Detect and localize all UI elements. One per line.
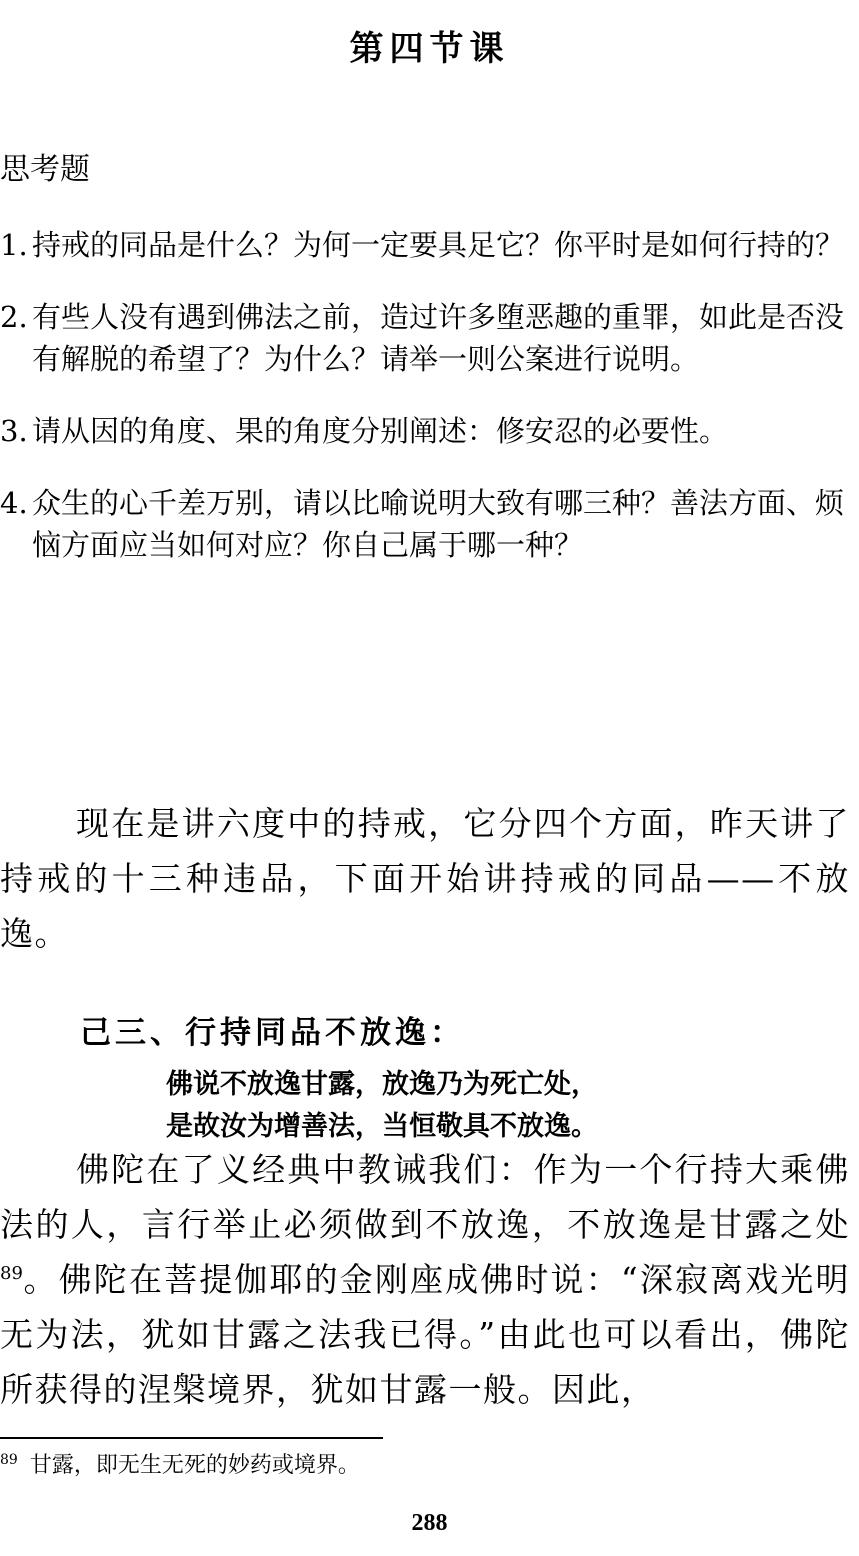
- question-text: 众生的心千差万别，请以比喻说明大致有哪三种？善法方面、烦恼方面应当如何对应？你自己属于哪一种？: [32, 486, 845, 562]
- question-number: 4.: [0, 486, 28, 520]
- page-title: 第四节课: [349, 29, 510, 69]
- footnote-text: 甘露，即无生无死的妙药或境界。: [29, 1453, 360, 1478]
- footnote-reference: 89: [0, 1263, 23, 1284]
- question-item: [0, 482, 850, 566]
- footnote-divider: [0, 1437, 383, 1439]
- section-heading: 己三、行持同品不放逸：: [80, 1015, 465, 1051]
- verse-line: 佛说不放逸甘露，放逸乃为死亡处，: [166, 1069, 598, 1100]
- question-number: 2.: [0, 300, 28, 334]
- commentary-text-part2: 。佛陀在菩提伽耶的金刚座成佛时说：“深寂离戏光明无为法，犹如甘露之法我已得。”由此也可以看出，佛陀所获得的涅槃境界，犹如甘露一般。因此，: [0, 1260, 850, 1409]
- footnote-marker: 89: [0, 1451, 18, 1468]
- intro-paragraph: 现在是讲六度中的持戒，它分四个方面，昨天讲了持戒的十三种违品，下面开始讲持戒的同品——不放逸。: [0, 804, 850, 953]
- questions-heading: 思考题: [0, 152, 90, 187]
- question-text: 有些人没有遇到佛法之前，造过许多堕恶趣的重罪，如此是否没有解脱的希望了？为什么？请举一则公案进行说明。: [32, 300, 845, 376]
- questions-list: [0, 224, 850, 596]
- verse-line: 是故汝为增善法，当恒敬具不放逸。: [166, 1111, 598, 1142]
- question-number: 1.: [0, 228, 28, 262]
- footnote: [0, 1449, 360, 1483]
- question-number: 3.: [0, 414, 28, 448]
- question-text: 请从因的角度、果的角度分别阐述：修安忍的必要性。: [32, 414, 729, 448]
- question-text: 持戒的同品是什么？为何一定要具足它？你平时是如何行持的？: [32, 228, 845, 262]
- question-item: [0, 296, 850, 380]
- page-number: 288: [411, 1510, 448, 1536]
- question-item: [0, 410, 850, 452]
- commentary-text-part1: 佛陀在了义经典中教诫我们：作为一个行持大乘佛法的人，言行举止必须做到不放逸，不放逸是甘露之处: [0, 1150, 850, 1244]
- question-item: [0, 224, 850, 266]
- verse-block: [166, 1064, 598, 1148]
- commentary-paragraph: [0, 1142, 850, 1417]
